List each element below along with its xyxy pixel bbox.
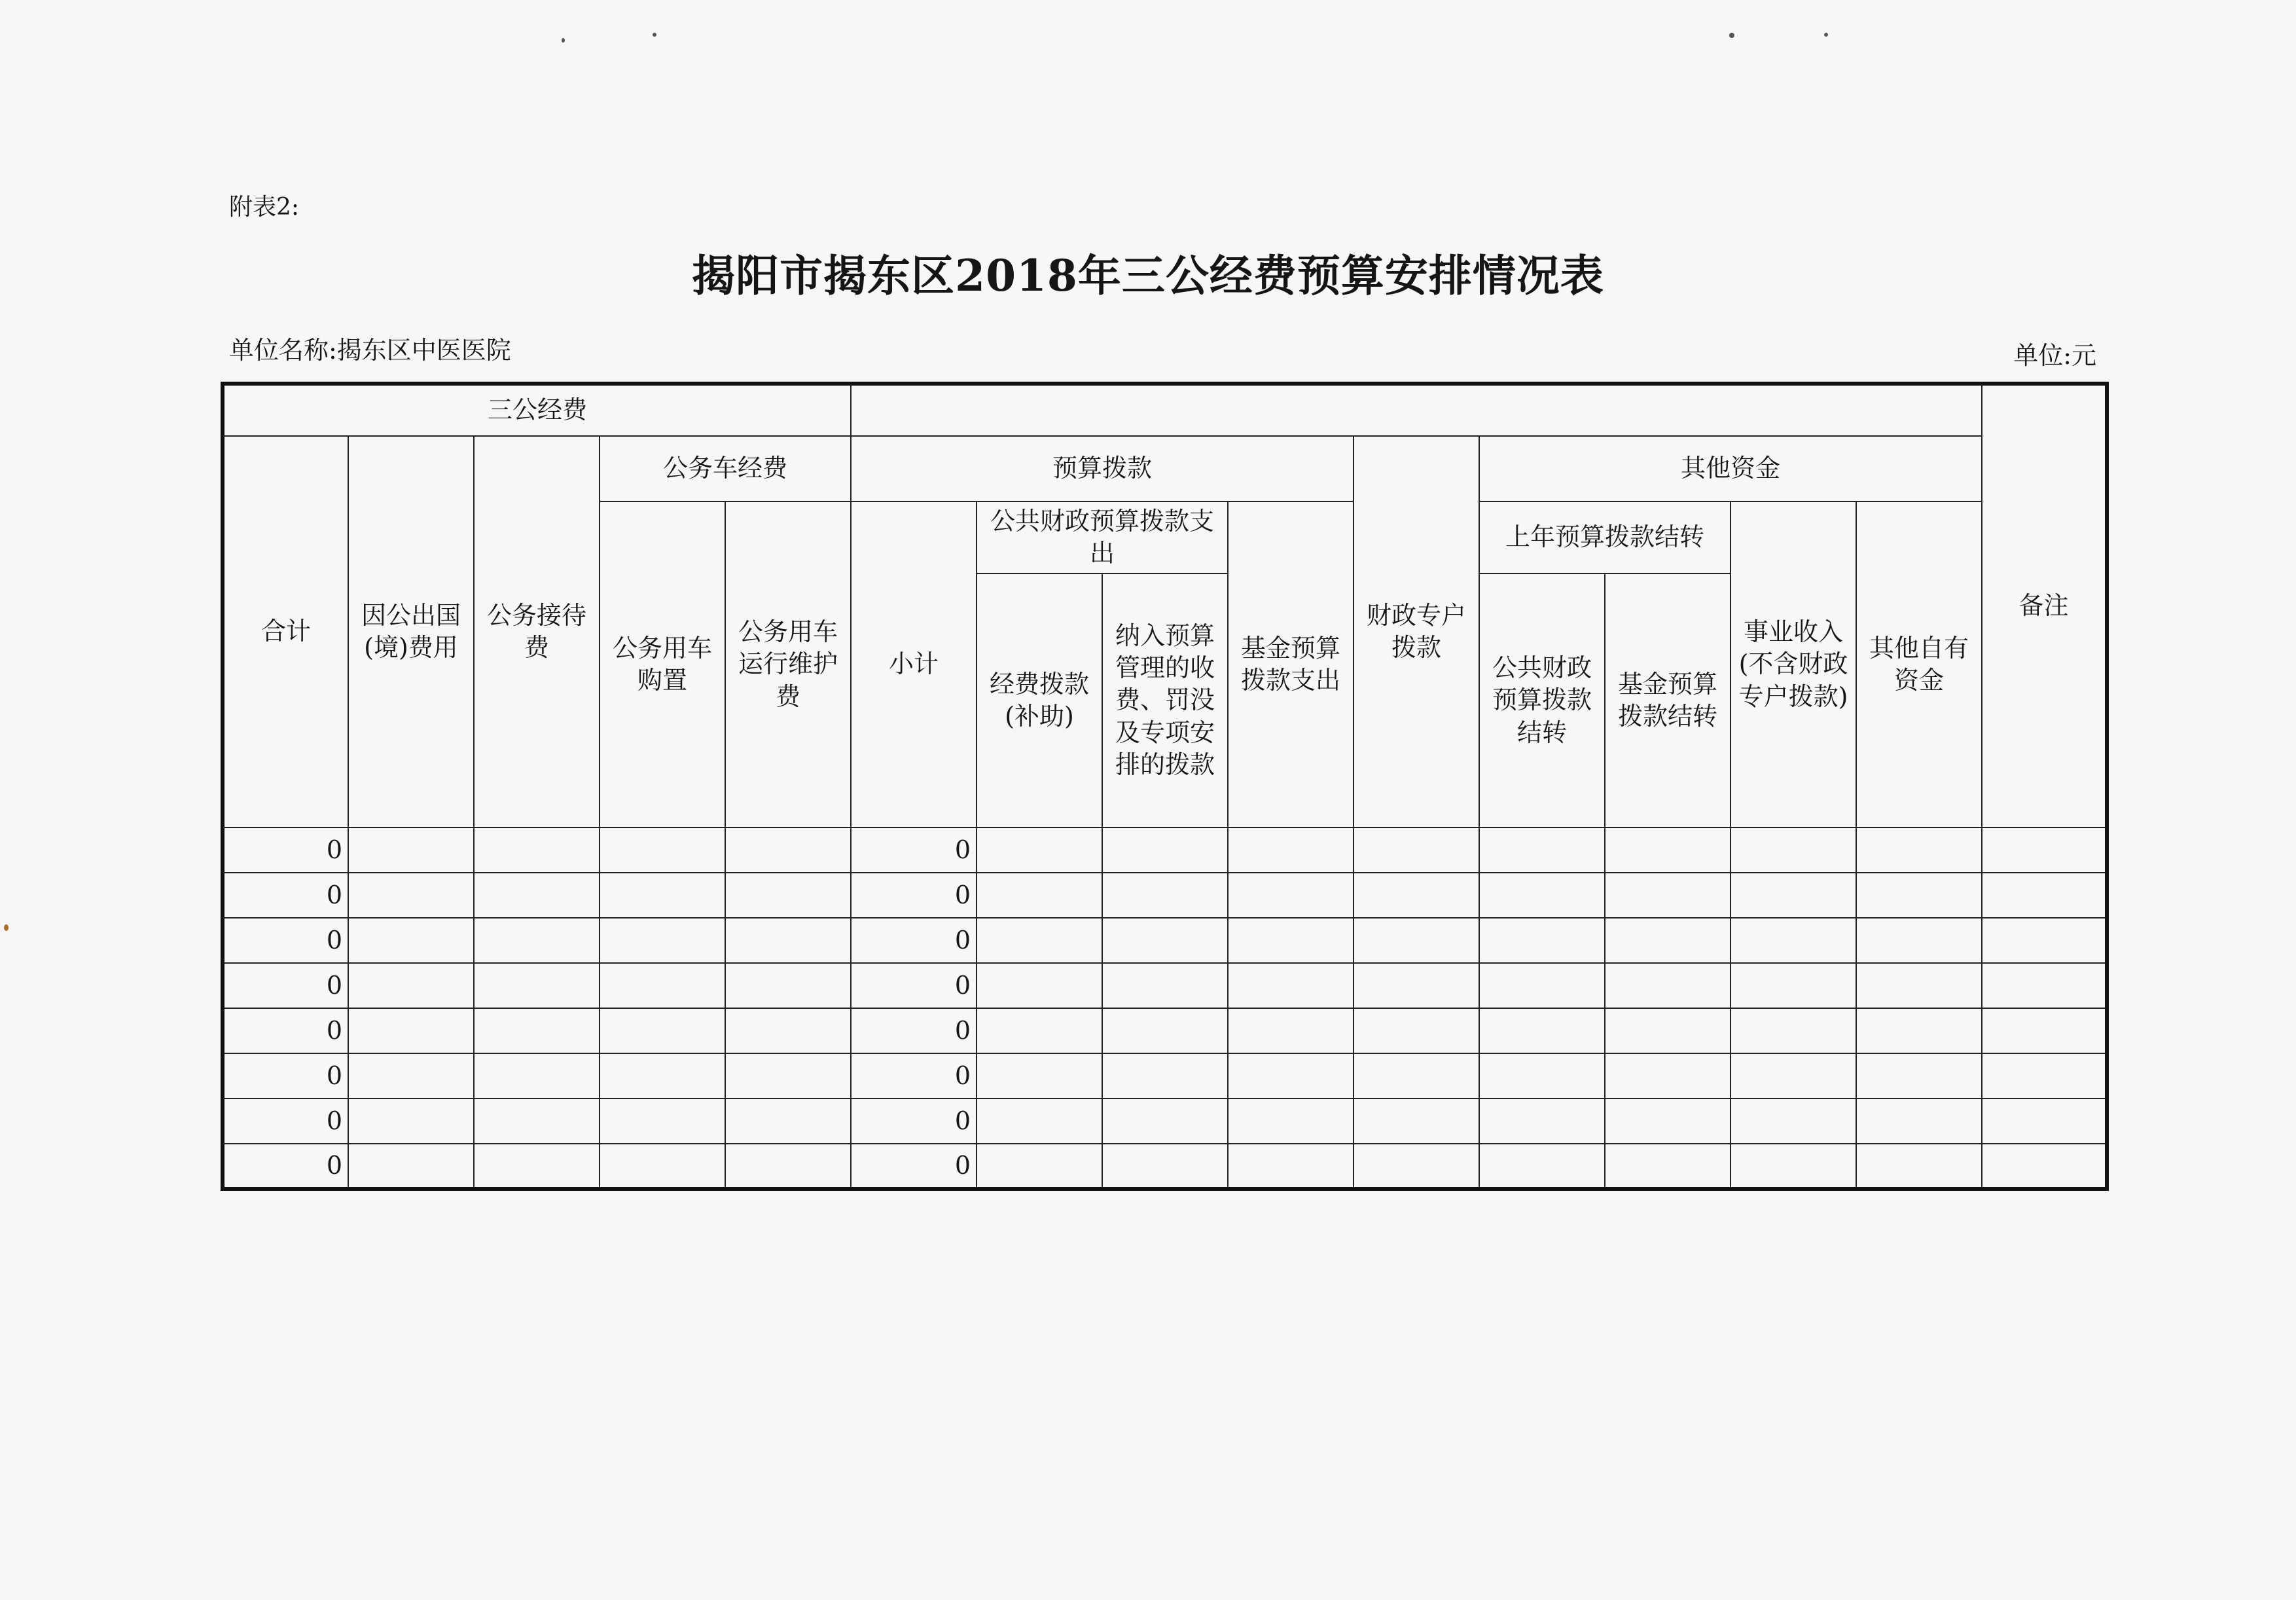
header-public-fiscal-carryover: 公共财政预算拨款结转 [1479, 573, 1605, 827]
cell-empty [1479, 1144, 1605, 1189]
cell-empty [1982, 1144, 2107, 1189]
cell-total: 0 [223, 827, 348, 873]
cell-empty [474, 827, 600, 873]
header-official-reception: 公务接待费 [474, 436, 600, 827]
attachment-label: 附表2: [229, 194, 300, 221]
cell-empty [1354, 918, 1479, 963]
cell-empty [977, 963, 1102, 1008]
cell-empty [1605, 963, 1731, 1008]
cell-empty [600, 1053, 725, 1099]
cell-empty [1982, 918, 2107, 963]
header-vehicle-operation: 公务用车运行维护费 [725, 501, 851, 827]
scan-speck [653, 33, 656, 37]
header-total: 合计 [223, 436, 348, 827]
cell-empty [1354, 1053, 1479, 1099]
cell-empty [725, 1008, 851, 1053]
cell-empty [1479, 873, 1605, 918]
cell-subtotal: 0 [851, 1053, 977, 1099]
cell-empty [1982, 827, 2107, 873]
cell-empty [1228, 873, 1354, 918]
cell-empty [600, 873, 725, 918]
cell-empty [725, 873, 851, 918]
cell-empty [1354, 873, 1479, 918]
cell-empty [348, 873, 474, 918]
cell-empty [1731, 918, 1856, 963]
header-official-vehicle-funds: 公务车经费 [600, 436, 851, 501]
cell-empty [725, 1144, 851, 1189]
header-business-income: 事业收入(不含财政专户拨款) [1731, 501, 1856, 827]
cell-empty [1479, 963, 1605, 1008]
cell-empty [1354, 1008, 1479, 1053]
cell-subtotal: 0 [851, 918, 977, 963]
cell-empty [1102, 873, 1228, 918]
table-row [223, 1099, 2107, 1144]
scan-speck [1824, 33, 1828, 37]
header-budget-allocation: 预算拨款 [851, 436, 1354, 501]
scan-speck [1729, 33, 1734, 38]
header-remarks: 备注 [1982, 384, 2107, 827]
cell-empty [1731, 873, 1856, 918]
cell-total: 0 [223, 1008, 348, 1053]
cell-empty [1605, 1144, 1731, 1189]
cell-empty [1479, 1008, 1605, 1053]
cell-total: 0 [223, 1144, 348, 1189]
scan-speck [4, 924, 9, 931]
header-blank-group [851, 384, 1982, 436]
header-row-1 [223, 384, 2107, 436]
cell-empty [348, 1144, 474, 1189]
cell-empty [725, 827, 851, 873]
cell-total: 0 [223, 1099, 348, 1144]
cell-subtotal: 0 [851, 1008, 977, 1053]
cell-empty [348, 918, 474, 963]
cell-empty [725, 1099, 851, 1144]
cell-empty [1856, 918, 1982, 963]
unit-name: 单位名称:揭东区中医医院 [229, 336, 511, 365]
header-vehicle-purchase: 公务用车购置 [600, 501, 725, 827]
cell-subtotal: 0 [851, 963, 977, 1008]
cell-empty [1856, 963, 1982, 1008]
header-fund-budget-expenditure: 基金预算拨款支出 [1228, 501, 1354, 827]
cell-empty [1228, 827, 1354, 873]
cell-empty [1982, 1099, 2107, 1144]
cell-total: 0 [223, 873, 348, 918]
cell-empty [1228, 1008, 1354, 1053]
cell-empty [1731, 1008, 1856, 1053]
cell-empty [1982, 1008, 2107, 1053]
cell-empty [977, 1144, 1102, 1189]
cell-empty [1856, 1053, 1982, 1099]
cell-empty [474, 1008, 600, 1053]
cell-empty [474, 873, 600, 918]
cell-empty [1731, 1053, 1856, 1099]
cell-empty [1354, 1144, 1479, 1189]
cell-empty [348, 963, 474, 1008]
table-row [223, 918, 2107, 963]
cell-empty [725, 1053, 851, 1099]
cell-subtotal: 0 [851, 873, 977, 918]
cell-empty [1856, 1099, 1982, 1144]
cell-empty [1605, 1053, 1731, 1099]
cell-subtotal: 0 [851, 827, 977, 873]
cell-empty [348, 1099, 474, 1144]
cell-empty [474, 1144, 600, 1189]
table-row [223, 1008, 2107, 1053]
table-body [223, 827, 2107, 1189]
document-title: 揭阳市揭东区2018年三公经费预算安排情况表 [692, 250, 1604, 301]
cell-empty [1605, 873, 1731, 918]
cell-empty [1102, 1008, 1228, 1053]
cell-empty [1228, 1099, 1354, 1144]
cell-empty [1856, 873, 1982, 918]
cell-empty [600, 827, 725, 873]
cell-empty [1102, 918, 1228, 963]
cell-empty [474, 1099, 600, 1144]
cell-empty [977, 1053, 1102, 1099]
cell-empty [1228, 918, 1354, 963]
cell-empty [977, 1099, 1102, 1144]
header-funding-subsidy: 经费拨款(补助) [977, 573, 1102, 827]
header-row-2 [223, 436, 2107, 501]
table-row [223, 827, 2107, 873]
table-row [223, 873, 2107, 918]
cell-empty [1856, 827, 1982, 873]
cell-empty [1982, 1053, 2107, 1099]
header-prior-year-carryover: 上年预算拨款结转 [1479, 501, 1731, 573]
header-public-fiscal-budget: 公共财政预算拨款支出 [977, 501, 1228, 573]
cell-empty [977, 827, 1102, 873]
cell-empty [348, 827, 474, 873]
cell-empty [977, 918, 1102, 963]
cell-total: 0 [223, 918, 348, 963]
cell-empty [1982, 963, 2107, 1008]
cell-empty [1102, 1099, 1228, 1144]
cell-empty [1354, 1099, 1479, 1144]
cell-empty [977, 873, 1102, 918]
cell-empty [1228, 1053, 1354, 1099]
cell-empty [1102, 963, 1228, 1008]
cell-empty [1605, 918, 1731, 963]
cell-empty [1605, 1099, 1731, 1144]
budget-table [221, 382, 2109, 1191]
currency-unit: 单位:元 [2013, 341, 2096, 370]
cell-empty [600, 1144, 725, 1189]
cell-empty [1605, 1008, 1731, 1053]
header-subtotal: 小计 [851, 501, 977, 827]
cell-empty [725, 918, 851, 963]
cell-total: 0 [223, 1053, 348, 1099]
cell-empty [1479, 1099, 1605, 1144]
cell-empty [1731, 1099, 1856, 1144]
cell-empty [348, 1008, 474, 1053]
cell-empty [600, 918, 725, 963]
header-overseas-travel: 因公出国(境)费用 [348, 436, 474, 827]
table-row [223, 1144, 2107, 1189]
cell-empty [1856, 1008, 1982, 1053]
cell-empty [1228, 1144, 1354, 1189]
header-three-public-funds: 三公经费 [223, 384, 851, 436]
cell-empty [348, 1053, 474, 1099]
header-fund-budget-carryover: 基金预算拨款结转 [1605, 573, 1731, 827]
cell-empty [1731, 963, 1856, 1008]
cell-empty [1982, 873, 2107, 918]
cell-subtotal: 0 [851, 1144, 977, 1189]
cell-total: 0 [223, 963, 348, 1008]
table-row [223, 1053, 2107, 1099]
cell-empty [1102, 1144, 1228, 1189]
cell-empty [474, 918, 600, 963]
header-other-own-funds: 其他自有资金 [1856, 501, 1982, 827]
table-row [223, 963, 2107, 1008]
cell-empty [1731, 1144, 1856, 1189]
cell-empty [1102, 827, 1228, 873]
header-included-fees: 纳入预算管理的收费、罚没及专项安排的拨款 [1102, 573, 1228, 827]
header-other-funds: 其他资金 [1479, 436, 1982, 501]
cell-empty [1354, 827, 1479, 873]
cell-empty [474, 1053, 600, 1099]
cell-empty [1102, 1053, 1228, 1099]
header-special-fiscal-allocation: 财政专户拨款 [1354, 436, 1479, 827]
cell-empty [600, 963, 725, 1008]
scan-speck [562, 38, 565, 43]
cell-subtotal: 0 [851, 1099, 977, 1144]
cell-empty [1605, 827, 1731, 873]
cell-empty [1354, 963, 1479, 1008]
cell-empty [600, 1099, 725, 1144]
cell-empty [977, 1008, 1102, 1053]
cell-empty [1731, 827, 1856, 873]
cell-empty [1479, 918, 1605, 963]
cell-empty [1479, 827, 1605, 873]
cell-empty [474, 963, 600, 1008]
cell-empty [600, 1008, 725, 1053]
cell-empty [1479, 1053, 1605, 1099]
cell-empty [1856, 1144, 1982, 1189]
cell-empty [725, 963, 851, 1008]
cell-empty [1228, 963, 1354, 1008]
